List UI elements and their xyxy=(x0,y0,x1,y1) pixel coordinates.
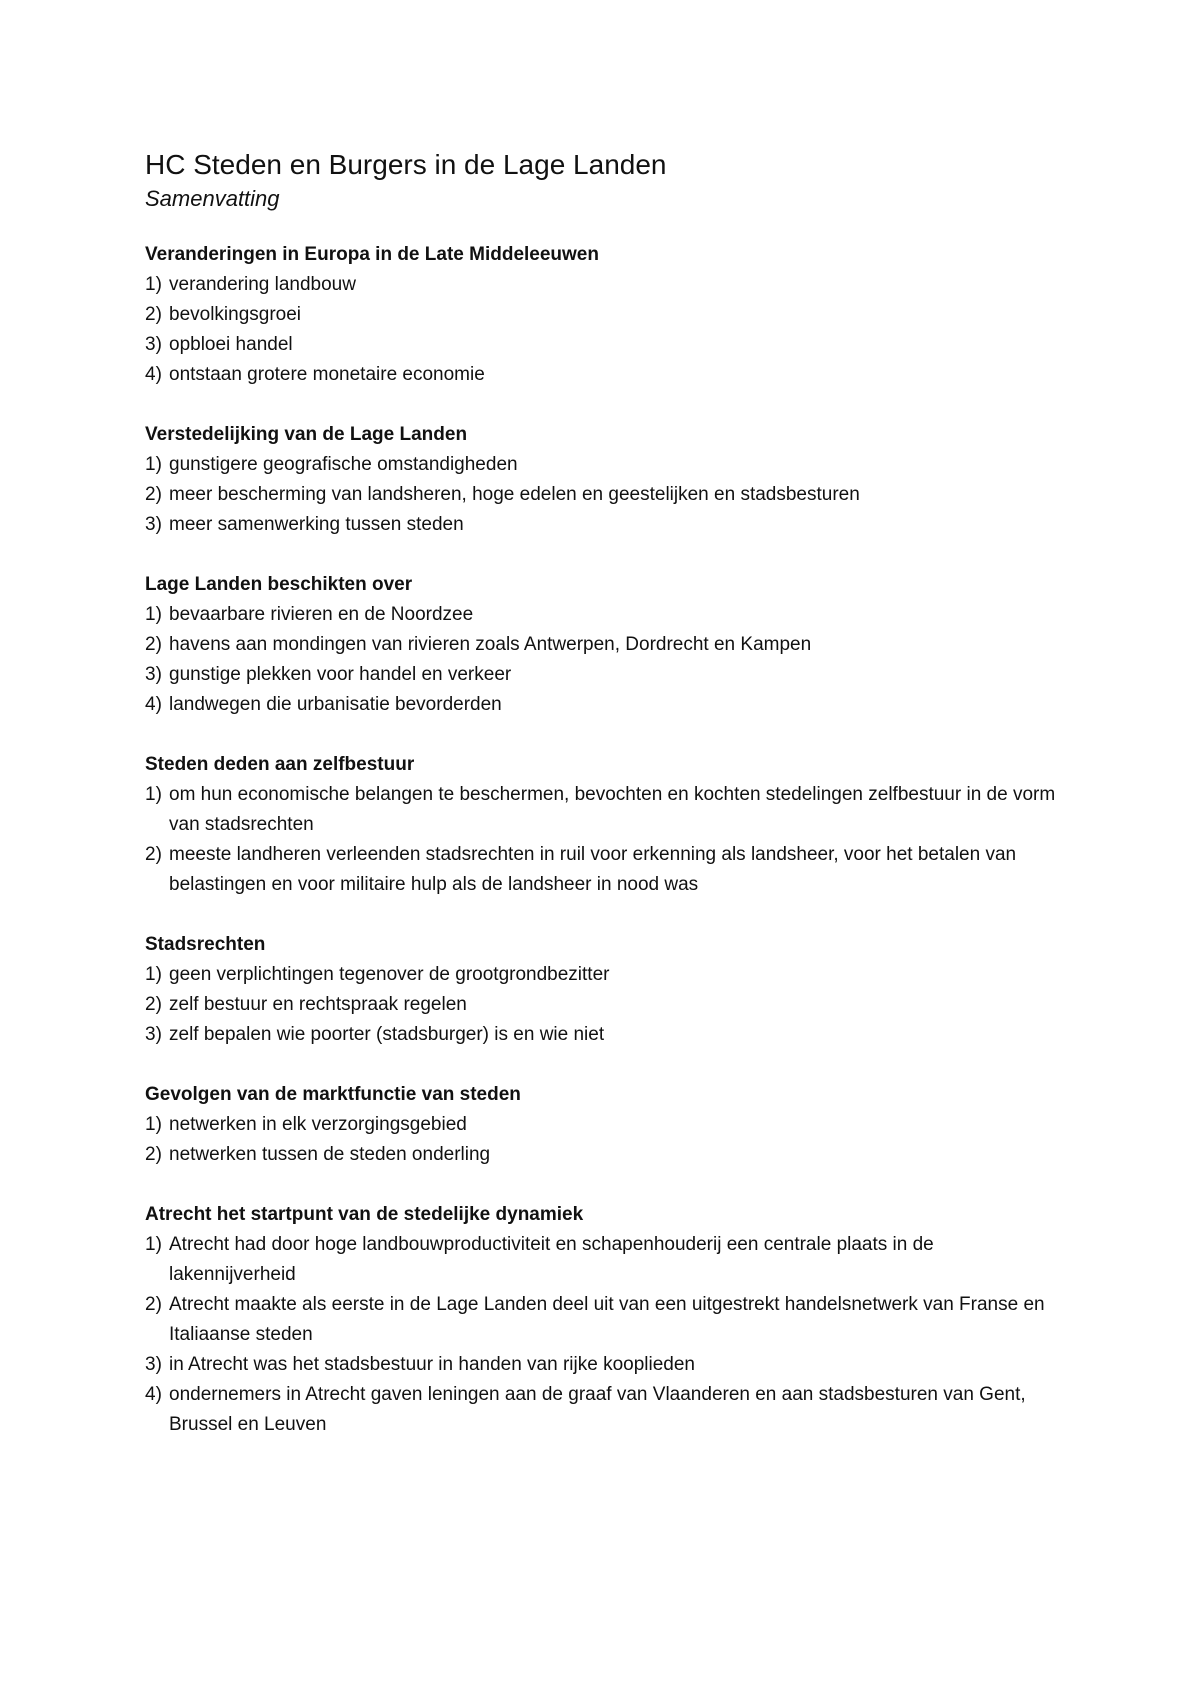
section-heading: Stadsrechten xyxy=(145,934,266,955)
list-item-text: Atrecht maakte als eerste in de Lage Landen deel uit van een uitgestrekt handelsnetwerk van Franse en Italiaanse steden xyxy=(169,1294,1045,1345)
section-heading: Veranderingen in Europa in de Late Middeleeuwen xyxy=(145,244,599,265)
section xyxy=(145,750,1065,900)
section xyxy=(145,1080,1065,1170)
list-item-number: 1) xyxy=(145,784,162,805)
list-item xyxy=(145,780,1065,840)
list-item-text: bevolkingsgroei xyxy=(169,304,302,325)
section xyxy=(145,420,1065,540)
list-item xyxy=(145,300,1065,330)
list-item-number: 1) xyxy=(145,604,162,625)
list-item-number: 4) xyxy=(145,1384,162,1405)
sections-container xyxy=(145,240,1065,1440)
list-item xyxy=(145,360,1065,390)
section-heading: Lage Landen beschikten over xyxy=(145,574,413,595)
list-item xyxy=(145,690,1065,720)
list-item-text: verandering landbouw xyxy=(169,274,356,295)
list-item-number: 1) xyxy=(145,1234,162,1255)
list-item-text: gunstige plekken voor handel en verkeer xyxy=(169,664,512,685)
document-page xyxy=(145,146,1065,1470)
list-item-text: netwerken tussen de steden onderling xyxy=(169,1144,491,1165)
list-item xyxy=(145,480,1065,510)
list-item xyxy=(145,1110,1065,1140)
list-item-number: 2) xyxy=(145,1294,162,1315)
document-subtitle: Samenvatting xyxy=(145,186,280,211)
list-item-text: netwerken in elk verzorgingsgebied xyxy=(169,1114,467,1135)
list-item xyxy=(145,1020,1065,1050)
list-item xyxy=(145,600,1065,630)
list-item-text: zelf bestuur en rechtspraak regelen xyxy=(169,994,467,1015)
section xyxy=(145,240,1065,390)
list-item-number: 1) xyxy=(145,454,162,475)
list-item-text: in Atrecht was het stadsbestuur in handen van rijke kooplieden xyxy=(169,1354,695,1375)
section-heading: Atrecht het startpunt van de stedelijke dynamiek xyxy=(145,1204,584,1225)
list-item-text: om hun economische belangen te beschermen, bevochten en kochten stedelingen zelfbestuur in de vorm van stadsrechten xyxy=(169,784,1056,835)
list-item xyxy=(145,990,1065,1020)
list-item xyxy=(145,960,1065,990)
list-item xyxy=(145,840,1065,900)
section-heading: Gevolgen van de marktfunctie van steden xyxy=(145,1084,521,1105)
list-item-text: landwegen die urbanisatie bevorderden xyxy=(169,694,502,715)
list-item-number: 2) xyxy=(145,1144,162,1165)
list-item-number: 2) xyxy=(145,304,162,325)
section-heading: Verstedelijking van de Lage Landen xyxy=(145,424,468,445)
list-item-number: 2) xyxy=(145,994,162,1015)
list-item-number: 3) xyxy=(145,664,162,685)
list-item xyxy=(145,660,1065,690)
list-item-number: 2) xyxy=(145,634,162,655)
list-item xyxy=(145,270,1065,300)
section-heading: Steden deden aan zelfbestuur xyxy=(145,754,415,775)
list-item xyxy=(145,1290,1065,1350)
list-item-number: 3) xyxy=(145,334,162,355)
list-item xyxy=(145,450,1065,480)
list-item-text: meer samenwerking tussen steden xyxy=(169,514,464,535)
list-item-number: 4) xyxy=(145,694,162,715)
list-item-number: 3) xyxy=(145,1354,162,1375)
document-title: HC Steden en Burgers in de Lage Landen xyxy=(145,149,667,180)
section xyxy=(145,930,1065,1050)
list-item-number: 1) xyxy=(145,1114,162,1135)
list-item-text: geen verplichtingen tegenover de grootgrondbezitter xyxy=(169,964,610,985)
list-item-number: 4) xyxy=(145,364,162,385)
list-item-text: havens aan mondingen van rivieren zoals Antwerpen, Dordrecht en Kampen xyxy=(169,634,812,655)
list-item xyxy=(145,330,1065,360)
list-item-number: 2) xyxy=(145,844,162,865)
list-item-number: 1) xyxy=(145,964,162,985)
list-item-text: ontstaan grotere monetaire economie xyxy=(169,364,485,385)
list-item-text: opbloei handel xyxy=(169,334,293,355)
list-item xyxy=(145,1230,1065,1290)
list-item xyxy=(145,630,1065,660)
list-item-text: bevaarbare rivieren en de Noordzee xyxy=(169,604,474,625)
list-item xyxy=(145,1350,1065,1380)
list-item-number: 3) xyxy=(145,1024,162,1045)
list-item xyxy=(145,1380,1065,1440)
section xyxy=(145,1200,1065,1440)
list-item-number: 3) xyxy=(145,514,162,535)
list-item-text: meeste landheren verleenden stadsrechten in ruil voor erkenning als landsheer, voor het betalen van belastingen en voor militaire hulp als de landsheer in nood was xyxy=(169,844,1017,895)
list-item-text: ondernemers in Atrecht gaven leningen aan de graaf van Vlaanderen en aan stadsbesturen van Gent, Brussel en Leuven xyxy=(169,1384,1026,1435)
list-item-number: 1) xyxy=(145,274,162,295)
list-item-text: gunstigere geografische omstandigheden xyxy=(169,454,518,475)
list-item-text: zelf bepalen wie poorter (stadsburger) is en wie niet xyxy=(169,1024,605,1045)
list-item-number: 2) xyxy=(145,484,162,505)
list-item xyxy=(145,1140,1065,1170)
list-item-text: meer bescherming van landsheren, hoge edelen en geestelijken en stadsbesturen xyxy=(169,484,860,505)
list-item xyxy=(145,510,1065,540)
list-item-text: Atrecht had door hoge landbouwproductiviteit en schapenhouderij een centrale plaats in de lakennijverheid xyxy=(169,1234,934,1285)
section xyxy=(145,570,1065,720)
